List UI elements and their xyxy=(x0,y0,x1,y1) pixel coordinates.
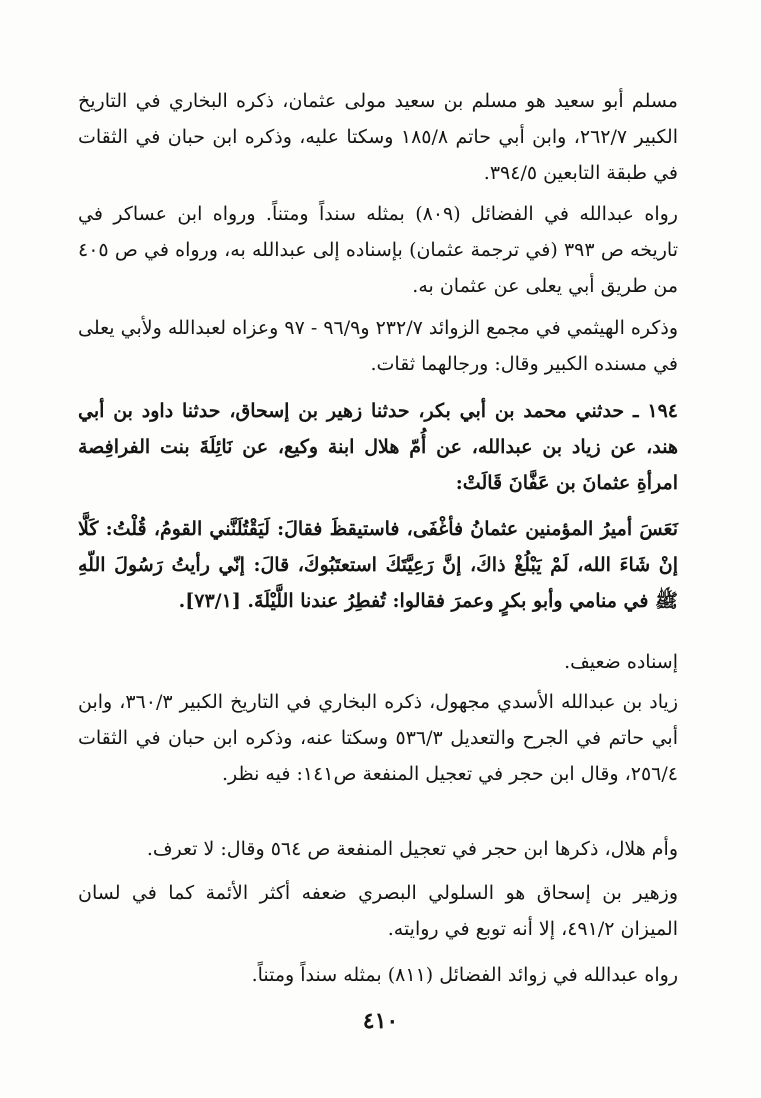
isnad-grade: إسناده ضعيف. xyxy=(564,651,678,673)
hadith-194-isnad: ١٩٤ ـ حدثني محمد بن أبي بكر، حدثنا زهير بن إسحاق، حدثنا داود بن أبي هند، عن زياد بن عبدالله، عن أُمّ هلال ابنة وكيع، عن نَائِلَةَ بنت الفرافِصة امرأةِ عثمانَ بن عَفَّانَ قَالَتْ: xyxy=(78,400,678,494)
note-muslim-abu-said: مسلم أبو سعيد هو مسلم بن سعيد مولى عثمان، ذكره البخاري في التاريخ الكبير ٢٦٢/٧، وابن أبي حاتم ١٨٥/٨ وسكتا عليه، وذكره ابن حبان في الثقات في طبقة التابعين ٣٩٤/٥. xyxy=(78,90,678,184)
hadith-194-matn: نَعَسَ أميرُ المؤمنين عثمانُ فأغْفَى، فاستيقظَ فقالَ: لَيَقْتُلَنَّني القومُ، قُلْتُ: كَلَّا إنْ شَاءَ الله، لَمْ يَبْلُغْ ذاكَ، إنَّ رَعِيَّتَكَ استعتَبُوكَ، قالَ: إنّي رأيتُ رَسُولَ اللّهِ ﷺ في منامي وأبو بكرٍ وعمرَ فقالوا: تُفطِرُ عندنا اللَّيْلَةَ. [٧٣/١]. xyxy=(78,518,678,612)
note-abdullah-fadail-811: رواه عبدالله في زوائد الفضائل (٨١١) بمثله سنداً ومتناً. xyxy=(251,964,678,986)
note-ziyad-bin-abdullah: زياد بن عبدالله الأسدي مجهول، ذكره البخاري في التاريخ الكبير ٣٦٠/٣، وابن أبي حاتم في الجرح والتعديل ٥٣٦/٣ وسكتا عنه، وذكره ابن حبان في الثقات ٢٥٦/٤، وقال ابن حجر في تعجيل المنفعة ص١٤١: فيه نظر. xyxy=(78,691,678,785)
note-umm-hilal: وأم هلال، ذكرها ابن حجر في تعجيل المنفعة ص ٥٦٤ وقال: لا تعرف. xyxy=(146,838,678,860)
note-zuhayr-bin-ishaq: وزهير بن إسحاق هو السلولي البصري ضعفه أكثر الأئمة كما في لسان الميزان ٤٩١/٢، إلا أنه توبع في روايته. xyxy=(78,882,678,940)
note-abdullah-fadail-809: رواه عبدالله في الفضائل (٨٠٩) بمثله سنداً ومتناً. ورواه ابن عساكر في تاريخه ص ٣٩٣ (في ترجمة عثمان) بإسناده إلى عبدالله به، ورواه في ص ٤٠٥ من طريق أبي يعلى عن عثمان به. xyxy=(78,203,678,297)
page-number: ٤١٠ xyxy=(362,1008,399,1034)
note-haythami-majma: وذكره الهيثمي في مجمع الزوائد ٢٣٢/٧ و٩٦/٩ - ٩٧ وعزاه لعبدالله ولأبي يعلى في مسنده الكبير وقال: ورجالهما ثقات. xyxy=(78,317,679,375)
